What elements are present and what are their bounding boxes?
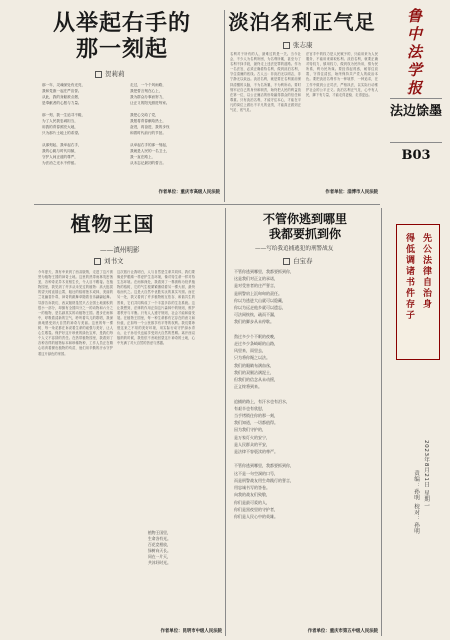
issue-date: 2023年8月21日 星期一 [423,440,429,509]
article-4-byline: 白宝春 [283,256,313,265]
column-divider-top [224,10,225,202]
article-1-title-line-1: 从举起右手的 [52,10,191,36]
article-1-poem-right: 走过，一个个风雨路， 我把誓言刻在心上， 我为群众办事而努力， 让正义的阳光照进每家。 我把心交给了党， 我愿将青春献给热土， 奋进，再奋进，我的步伐 和着时代前行的节拍。 从举起右手的那一刻起， 我就是人民的一名卫士， 我一直在路上， 从未忘记最初的誓言。 [130,83,170,165]
article-4-author: 作者单位：重庆市第五中级人民法院 [307,629,378,634]
motto-line-2: 得低调诸书件存子 [404,233,414,321]
article-3-author: 作者单位：昆明市中级人民法院 [160,629,222,634]
article-1-poem-left: 那一年，灵魂深处有光亮， 我和党旗一起庄严宣誓。 从此，我的身躯被点燃， 是奉献者的心愿与力量。 那一刻，我一生追寻不辍， 为了人民我忠诚担当， 用我的青春照亮大地， 只为那片土地上的希望。 从那刻起，我举起右手， 我的心跳与时代同频， 守护人间正道的尊严， 为法治之光永不停留。 [42,83,86,165]
section-name: 法边馀墨 [389,104,442,119]
article-3-inner-poem: 植物王国里， 生命各有光。 百花竞相放， 绿树向天长。 同在一片天， 共沐好时光。 [148,530,171,565]
article-1-title-line-2: 那一刻起 [75,36,168,62]
column-divider-right [381,208,382,636]
article-3-column-1: 今年夏天，我有幸来到了西双版纳，走进了这片被誉为植物王国的神奇土地。这里的热带雨林茂密葱茏，各种奇花异木竞相生长，令人目不暇接。在植物园里，我见到了许多从未见过的植物：高大挺拔的望天树直插云霄，粗壮的榕树独木成林，美丽的兰花幽香扑鼻，神奇的跳舞草随着音乐翩翩起舞。导游告诉我们，西双版纳虽然只占全国土地面积的很小一部分，却拥有全国四分之一的动物和六分之一的植物，是名副其实的动植物王国。漫步在雨林中，呼吸着清新的空气，聆听着鸟儿的歌唱，我深深地感受到大自然的神奇与美丽。这里的每一棵树、每一朵花都在诉说着生命的顽强与美好，让人心生敬畏。保护好这片珍贵的绿色宝库，是我们每个人义不容辞的责任。在热带植物园里，我看到了各种各样的植物标本和珍稀物种，工作人员正在精心培育着濒危植物的幼苗，他们用辛勤的汗水守护着这片绿色的家园。 [38,270,113,356]
paper-name: 鲁中法学报 [405,8,423,98]
editor-info: 责编：孙明 校对：孙明 [413,470,419,535]
article-2-byline: 张志康 [283,40,313,49]
masthead-rule-1 [390,98,442,99]
masthead-rule-2 [390,142,442,143]
article-4-poem: 不管你逃到哪里，我都要抓到你， 这是我们对正义的承诺， 是对受害者的庄严誓言， 是刑警肩上沉甸甸的责任。 你以为逃进大山就可以隐藏， 你以为远走他乡就可以遗忘， 可法网恢恢，疏而不漏， 我们的脚步从未停歇。 熬过多少个不眠的夜晚， 走过多少条崎岖的山路， 风里来，雨里去， 只为将你绳之以法。 我们的眼睛布满血丝， 我们的双腿沾满泥土， 但我们的信念从未动摇， 正义终将到来。 追捕的路上，有汗水也有泪水， 有艰辛也有欣慰， 当手铐锁住你的那一刻， 我们知道，一切都值得。 因为我们守护的， 是万家灯火的安宁， 是人民群众的平安， 是法律不容亵渎的尊严。 不管你逃到哪里，我都要抓到你， 这不是一句空洞的口号， 而是刑警战友用生命践行的誓言， 用忠诚书写的答卷。 向我的战友们致敬， 你们是最可爱的人， 你们是黑夜里的守护者， 你们是人民心中的英雄。 [234,269,294,519]
article-4-title-line-2: 我都要抓到你 [268,227,341,241]
column-divider-bottom [225,208,226,636]
horizontal-divider [34,204,380,205]
motto-line-1: 先公法律自治身 [421,233,431,310]
article-2-author: 作者单位：淄博市人民法院 [325,190,378,195]
article-2-title: 淡泊名利正气足 [228,10,376,34]
article-3-column-2: 这次旅行让我明白，人与自然是生命共同体，我们要像爱护眼睛一样爱护生态环境，像对待生命一样对待生态环境。在雨林深处，我看到了一株被称为绞杀植物的榕树，它的气生根紧紧缠绕着另一棵大树，最终取而代之。这是大自然中优胜劣汰的真实写照。而在另一处，我又看到了许多植物相互依存、和谐共生的景象，它们共同构成了一个丰富多彩的生态系统。这让我想到，法律的作用正如这片森林中的规则，维护着秩序与平衡。只有人人遵守规则，社会才能和谐发展。在植物王国里，每一种生命都有它存在的意义和价值，正如每一个公民都享有平等的权利。我们要珍惜这来之不易的美好环境，用实际行动守护绿水青山，让子孙后代也能享受到大自然的恩赐。离开西双版纳的时候，我依依不舍地回望这片神奇的土地，心中充满了对大自然的热爱与感激。 [117,270,195,346]
article-2-text-left: 名利对于所有的人，最难过的是一关。当今社会，不少人为名利所困，为名利所累，甚至为了名利不择手段，最终走上违法犯罪的道路。作为一名法官，必须正确看待名利，做到淡泊名利，守住清廉的底线。古人云：非淡泊无以明志，非宁静无以致远。淡泊名利，就是要在名利面前保持清醒的头脑，不为名所累，不为利所动。要时刻牢记自己的身份和职责，始终把人民的利益放在第一位，以公正廉洁的形象赢得群众的信任和尊重。只有淡泊名利，才能守住本心，才能在平凡的岗位上做出不平凡的业绩，才能真正做到正气足、底气足。 [230,52,301,113]
article-1-byline: 贺莉莉 [95,69,125,78]
article-4-subtitle: ——写给我追捕逃犯的刑警战友 [255,246,334,252]
article-4-title-line-1: 不管你逃到哪里 [262,212,347,226]
edition-number: B03 [401,148,431,163]
motto-seal [396,224,440,360]
article-2-text-right: 法官手中的权力是人民赋予的，只能用来为人民服务，不能用来谋取私利。淡泊名利，就要正确对待权力，慎用权力，做到权为民所用，情为民所系，利为民所谋。要经得起诱惑，耐得住寂寞，守得住清贫，始终保持共产党人的政治本色。要把淡泊名利作为一种境界、一种追求，在工作中做到公正司法，严格执法，以实际行动维护社会的公平正义。淡泊名利正气足，心中有人民，脚下有力量，才能走得更稳、走得更远。 [306,52,378,97]
article-1-author: 作者单位：重庆市高级人民法院 [158,190,220,195]
masthead-panel [380,0,450,208]
article-3-title: 植物王国 [70,212,155,236]
article-3-byline: 刘书文 [94,256,124,265]
article-3-subtitle: ——滇州明影 [100,246,140,254]
